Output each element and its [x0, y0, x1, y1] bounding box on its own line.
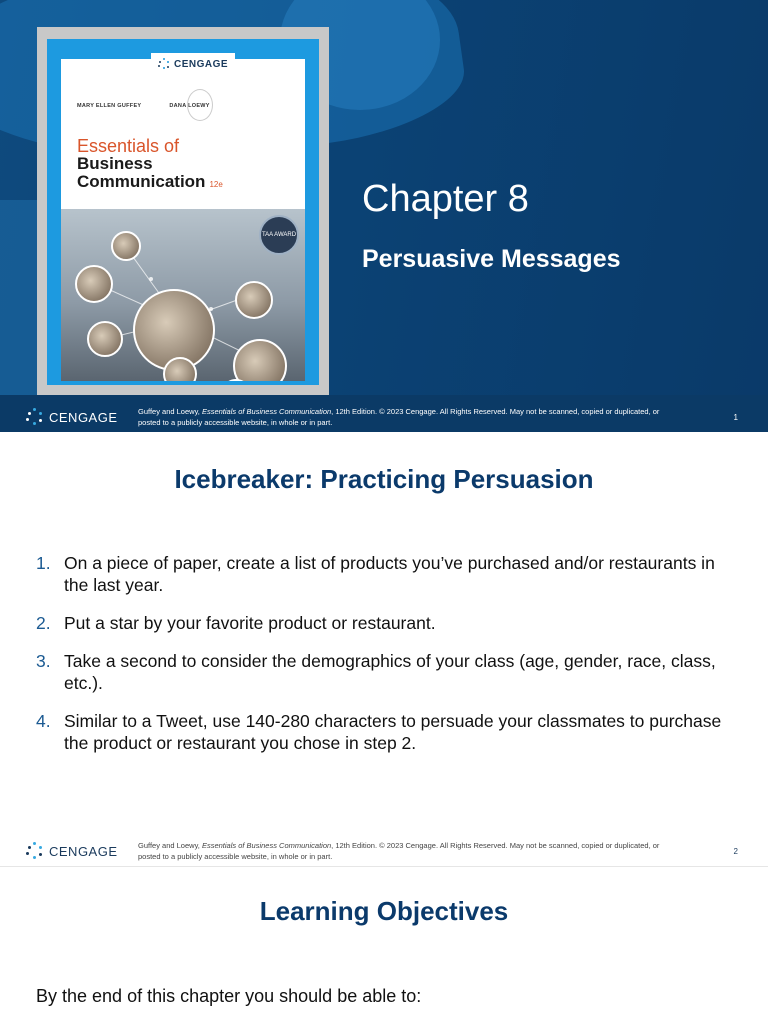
chapter-title: Chapter 8	[362, 178, 529, 220]
slide-title: Learning Objectives	[259, 896, 509, 926]
page-number: 1	[733, 413, 738, 422]
cengage-logo-icon	[158, 58, 170, 70]
list-number: 4.	[36, 711, 51, 731]
cengage-logo	[26, 408, 118, 426]
list-number: 2.	[36, 613, 51, 633]
copyright-text: , 12th Edition. © 2023 Cengage. All Rights Reserved. May not be scanned, copied or duplicated, or	[331, 841, 660, 850]
list-item	[36, 710, 736, 754]
list-text: On a piece of paper, create a list of products you’ve purchased and/or restaurants in the last year.	[64, 553, 715, 595]
cengage-logo-icon	[26, 842, 44, 860]
book-cover-image	[37, 27, 329, 395]
book-title-line2: Business	[77, 154, 153, 173]
list-text: Similar to a Tweet, use 140-280 characters to persuade your classmates to purchase the product or restaurant you chose in step 2.	[64, 711, 722, 753]
copyright-text: Guffey and Loewy,	[138, 407, 202, 416]
copyright-text: posted to a publicly accessible website, in whole or in part.	[138, 418, 333, 427]
list-number: 3.	[36, 651, 51, 671]
cengage-logo-icon	[26, 408, 44, 426]
slide-divider	[0, 866, 768, 867]
copyright-book-title: Essentials of Business Communication	[201, 841, 332, 850]
copyright-book-title: Essentials of Business Communication	[201, 407, 332, 416]
page-number: 2	[733, 847, 738, 856]
book-edition: 12e	[209, 180, 223, 189]
chapter-subtitle: Persuasive Messages	[362, 245, 621, 273]
list-item	[36, 650, 736, 694]
list-number: 1.	[36, 553, 51, 573]
photo-circle	[75, 265, 113, 303]
author-2: DANA LOEWY	[169, 103, 210, 109]
slide-title: Icebreaker: Practicing Persuasion	[174, 464, 594, 494]
cover-photo	[61, 209, 305, 381]
photo-circle	[87, 321, 123, 357]
copyright-text: Guffey and Loewy,	[138, 841, 202, 850]
book-title	[77, 137, 223, 194]
instruction-list	[36, 552, 736, 770]
copyright-notice	[138, 406, 708, 428]
copyright-text: posted to a publicly accessible website, in whole or in part.	[138, 852, 333, 861]
publisher-name: CENGAGE	[173, 58, 229, 70]
photo-circle	[111, 231, 141, 261]
copyright-text: , 12th Edition. © 2023 Cengage. All Rights Reserved. May not be scanned, copied or duplicated, or	[331, 407, 660, 416]
book-title-line1: Essentials of	[77, 136, 180, 156]
list-item	[36, 552, 736, 596]
logo-text: CENGAGE	[49, 409, 118, 425]
list-text: Take a second to consider the demographics of your class (age, gender, race, class, etc.).	[64, 651, 716, 693]
publisher-tab	[151, 53, 235, 75]
list-text: Put a star by your favorite product or restaurant.	[64, 613, 436, 633]
slide-intro-text: By the end of this chapter you should be able to:	[36, 986, 422, 1006]
photo-circle	[235, 281, 273, 319]
author-1: MARY ELLEN GUFFEY	[77, 103, 142, 109]
list-item	[36, 612, 736, 634]
book-authors	[77, 103, 210, 109]
award-badge-icon: TAA AWARD	[259, 215, 299, 255]
book-title-line3: Communication	[77, 172, 206, 191]
slide-footer	[0, 836, 768, 866]
title-slide	[0, 0, 768, 432]
book-cover	[47, 39, 319, 385]
logo-text: CENGAGE	[49, 843, 118, 859]
copyright-notice	[138, 840, 708, 862]
slide-footer	[0, 402, 768, 432]
cengage-logo	[26, 842, 118, 860]
